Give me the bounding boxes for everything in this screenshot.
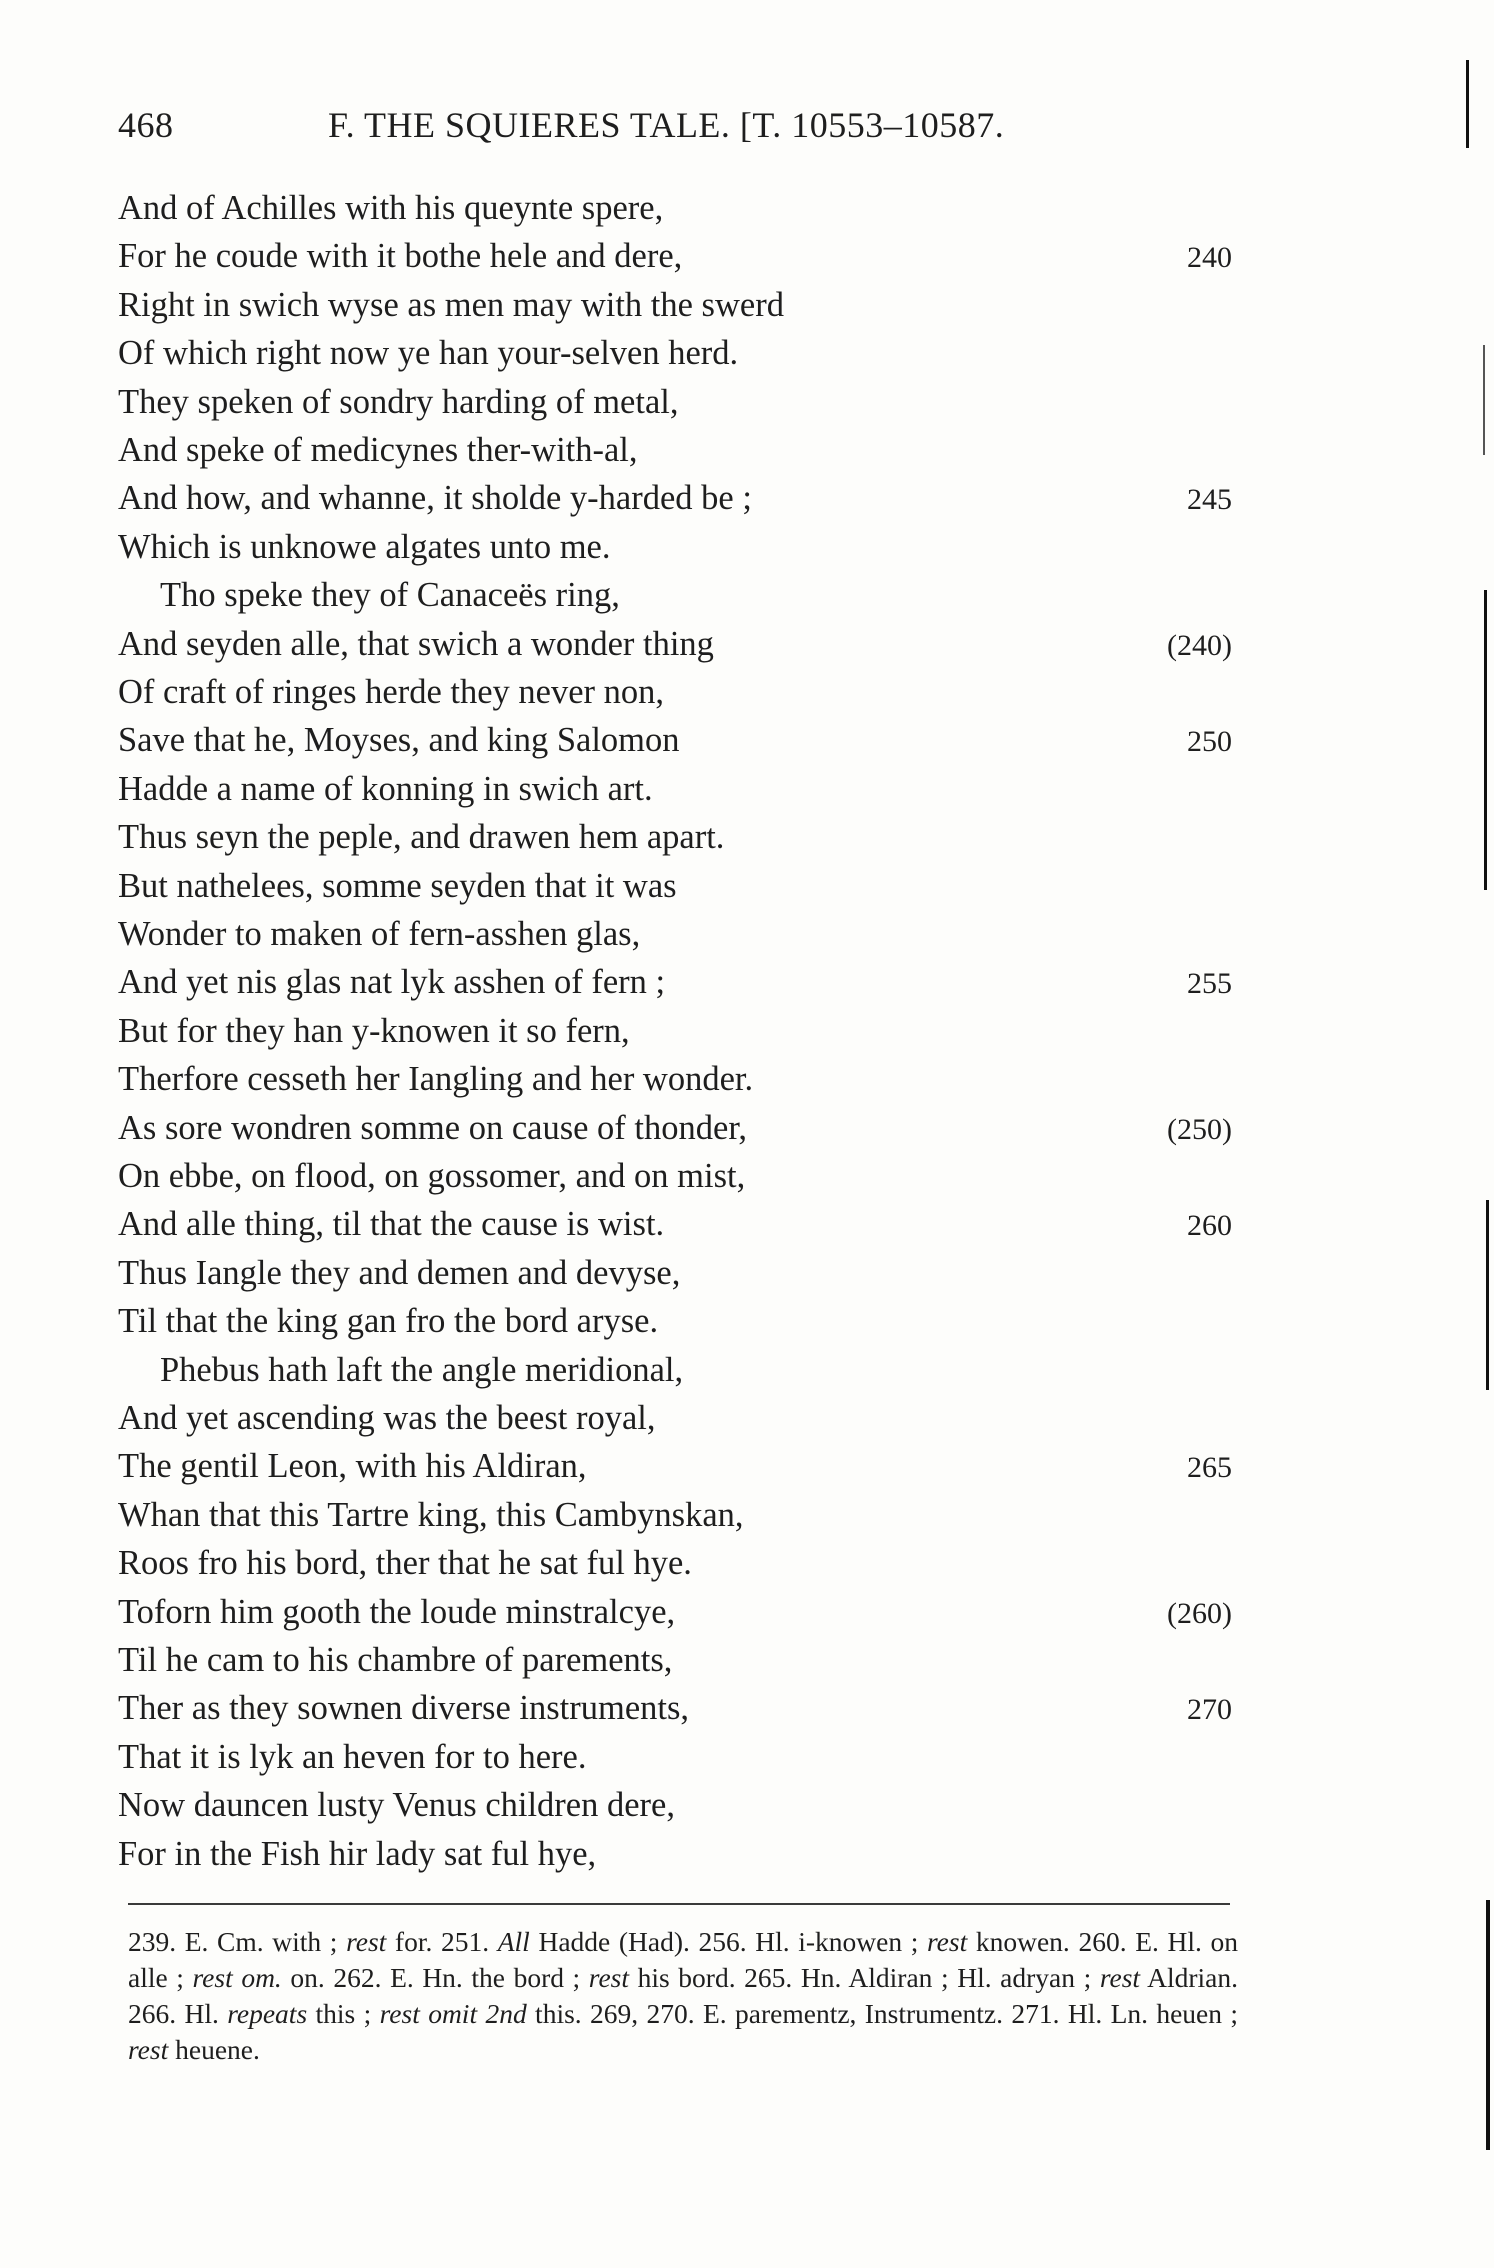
footnote-text: Aldrian. [1140, 1962, 1238, 1993]
footnote-text: Hadde (Had). [529, 1926, 699, 1957]
scan-edge-mark [1483, 345, 1485, 455]
footnote-italic: repeats [227, 1998, 308, 2029]
footnotes [128, 1924, 1238, 2068]
footnote-text: heuene. [168, 2034, 260, 2065]
verse-text: Whan that this Tartre king, this Cambynskan, [118, 1495, 744, 1534]
verse-text: Til that the king gan fro the bord aryse. [118, 1302, 659, 1341]
footnote-text: 271. Hl. Ln. heuen ; [1011, 1998, 1239, 2029]
footnote-italic: rest [1099, 1962, 1141, 1993]
footnote-text: on. [281, 1962, 334, 1993]
footnote-rule [128, 1903, 1230, 1905]
verse-text: Therfore cesseth her Iangling and her wonder. [118, 1060, 754, 1099]
verse-text: For in the Fish hir lady sat ful hye, [118, 1834, 597, 1873]
verse-text: Save that he, Moyses, and king Salomon [118, 721, 680, 760]
verse-text: Thus Iangle they and demen and devyse, [118, 1253, 681, 1292]
footnote-italic: rest [346, 1926, 387, 1957]
verse-text: Wonder to maken of fern-asshen glas, [118, 915, 641, 953]
footnote-italic: rest [588, 1962, 630, 1993]
verse-text: Tho speke they of Canaceës ring, [160, 576, 620, 615]
line-number: (240) [1167, 628, 1232, 662]
footnote-italic: rest omit 2nd [379, 1998, 527, 2029]
footnote-text: 251. [440, 1926, 498, 1957]
verse-text: And seyden alle, that swich a wonder thing [118, 624, 714, 663]
line-number: 240 [1187, 241, 1232, 275]
footnote-text: 266. Hl. [128, 1998, 228, 2029]
scan-edge-mark [1486, 1200, 1489, 1390]
footnote-text: 269, 270. E. parementz, Instrumentz. [590, 1998, 1012, 2029]
page-number: 468 [118, 105, 174, 145]
verse-text: Toforn him gooth the loude minstralcye, [118, 1592, 676, 1631]
line-number: (260) [1167, 1596, 1232, 1630]
line-number: 250 [1187, 725, 1232, 759]
scan-edge-mark [1484, 590, 1487, 890]
scan-edge-mark [1486, 1900, 1490, 2150]
footnote-text: knowen. [967, 1926, 1079, 1957]
footnote-text: this ; [307, 1998, 380, 2029]
verse-text: But nathelees, somme seyden that it was [118, 866, 677, 905]
verse-text: Of craft of ringes herde they never non, [118, 673, 665, 711]
line-number: 265 [1187, 1451, 1232, 1485]
verse-text: They speken of sondry harding of metal, [118, 382, 679, 421]
verse-text: That it is lyk an heven for to here. [118, 1737, 587, 1776]
verse-text: And speke of medicynes ther-with-al, [118, 431, 638, 469]
footnote-text: 239. E. Cm. with ; [128, 1926, 347, 1957]
verse-text: Now dauncen lusty Venus children dere, [118, 1786, 675, 1825]
verse-text: And alle thing, til that the cause is wist. [118, 1205, 665, 1244]
line-number: 260 [1187, 1209, 1232, 1243]
footnote-text: his bord. [629, 1962, 745, 1993]
verse-text: Til he cam to his chambre of parements, [118, 1641, 673, 1679]
running-title: F. THE SQUIERES TALE. [T. 10553–10587. [328, 105, 1005, 145]
verse-text: As sore wondren somme on cause of thonder, [118, 1108, 748, 1147]
line-number: 255 [1187, 967, 1232, 1001]
line-number: (250) [1167, 1112, 1232, 1146]
verse-text: For he coude with it bothe hele and dere, [118, 237, 683, 276]
verse-text: Roos fro his bord, ther that he sat ful hye. [118, 1544, 692, 1583]
footnote-italic: All [497, 1926, 530, 1957]
footnote-italic: rest [128, 2034, 169, 2065]
verse-text: Ther as they sownen diverse instruments, [118, 1689, 690, 1728]
verse-text: Hadde a name of konning in swich art. [118, 769, 653, 808]
line-number: 270 [1187, 1693, 1232, 1727]
footnote-text: this. [526, 1998, 591, 2029]
footnote-text: 265. Hn. Aldiran ; Hl. adryan ; [744, 1962, 1100, 1993]
verse-text: And how, and whanne, it sholde y-harded be ; [118, 479, 752, 518]
verse-text: Thus seyn the peple, and drawen hem apart. [118, 818, 725, 857]
footnote-italic: rest om. [192, 1962, 282, 1993]
verse-text: But for they han y-knowen it so fern, [118, 1011, 630, 1050]
footnote-paragraph [128, 1924, 1238, 2068]
verse-text: The gentil Leon, with his Aldiran, [118, 1447, 587, 1486]
footnote-italic: rest [927, 1926, 968, 1957]
footnote-text: 256. Hl. i-knowen ; [698, 1926, 927, 1957]
verse-text: Which is unknowe algates unto me. [118, 527, 611, 566]
verse-text: Of which right now ye han your-selven herd. [118, 334, 739, 373]
scan-edge-mark [1466, 60, 1469, 148]
line-number: 245 [1187, 483, 1232, 517]
verse-text: Phebus hath laft the angle meridional, [160, 1350, 684, 1389]
verse-text: And yet ascending was the beest royal, [118, 1399, 656, 1437]
verse-text: And of Achilles with his queynte spere, [118, 189, 664, 227]
footnote-text: for. [386, 1926, 441, 1957]
footnote-text: 262. E. Hn. the bord ; [333, 1962, 589, 1993]
verse-text: Right in swich wyse as men may with the swerd [118, 285, 784, 324]
verse-text: And yet nis glas nat lyk asshen of fern ; [118, 963, 666, 1002]
footnote-text: 260. E. Hl. on alle ; [128, 1926, 1238, 1993]
running-header [118, 104, 1228, 154]
verse-text: On ebbe, on flood, on gossomer, and on mist, [118, 1157, 746, 1195]
